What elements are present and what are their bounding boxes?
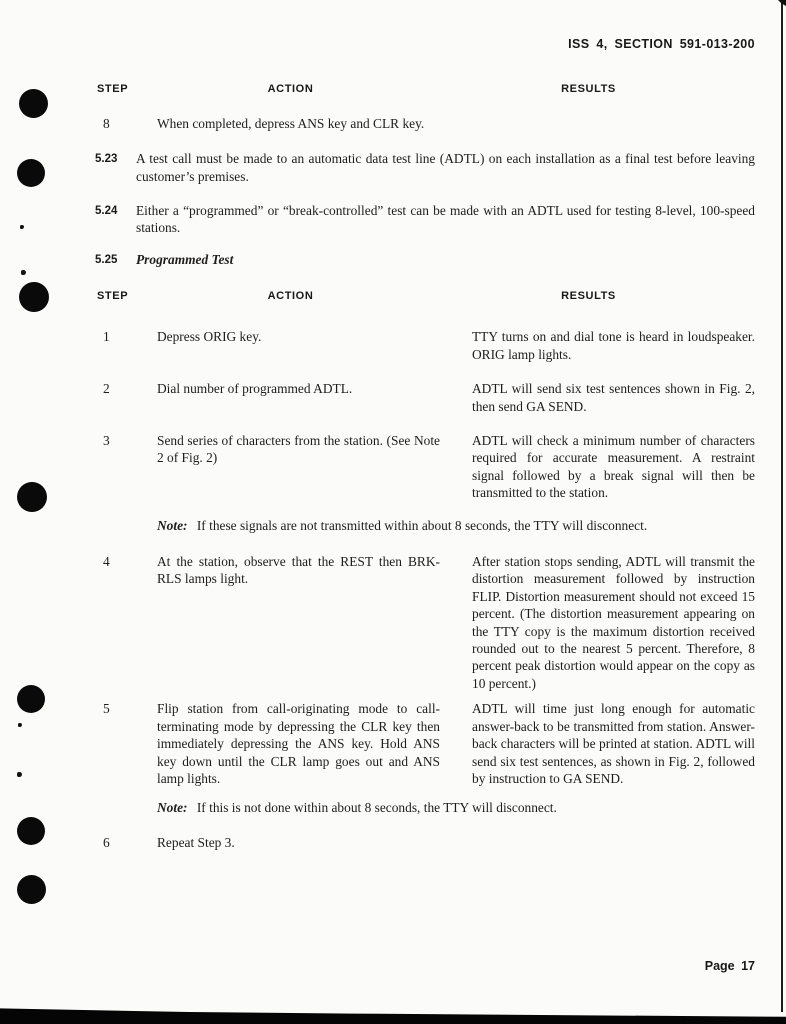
punch-hole-mark bbox=[19, 89, 48, 118]
table-row bbox=[95, 328, 755, 363]
scan-right-edge-line bbox=[781, 0, 783, 1012]
action-cell: Depress ORIG key. bbox=[157, 329, 262, 345]
action-cell: Send series of characters from the station. (See Note 2 of Fig. 2) bbox=[157, 433, 440, 466]
punch-hole-mark bbox=[19, 282, 49, 312]
results-cell: ADTL will time just long enough for automatic answer-back to be transmitted from station. Answer-back characters will be printed at station. ADTL will send six test sentences, as shown in Fig. 2, followed by instruction to GA SEND. bbox=[472, 701, 755, 786]
punch-hole-mark bbox=[17, 875, 46, 904]
procedure-table bbox=[95, 328, 755, 851]
table-row bbox=[95, 432, 755, 502]
punch-hole-mark bbox=[17, 482, 47, 512]
document-id-header: ISS 4, SECTION 591-013-200 bbox=[568, 37, 755, 51]
table-row bbox=[95, 834, 755, 851]
step-number: 5 bbox=[103, 701, 110, 717]
column-header-step: STEP bbox=[97, 83, 129, 95]
carryover-table bbox=[95, 115, 755, 132]
column-header-action: ACTION bbox=[267, 290, 314, 303]
scan-speck bbox=[21, 270, 26, 275]
step-number: 1 bbox=[103, 329, 110, 345]
action-cell: When completed, depress ANS key and CLR key. bbox=[157, 116, 425, 131]
table-row bbox=[95, 380, 755, 415]
results-cell bbox=[472, 834, 755, 851]
table-header-row bbox=[95, 290, 755, 302]
step-number: 3 bbox=[103, 433, 110, 448]
action-cell: Dial number of programmed ADTL. bbox=[157, 381, 353, 397]
column-header-results: RESULTS bbox=[561, 290, 616, 303]
scan-speck bbox=[18, 723, 22, 727]
results-cell: TTY turns on and dial tone is heard in loudspeaker. ORIG lamp lights. bbox=[472, 329, 755, 362]
note-text: If this is not done within about 8 seconds, the TTY will disconnect. bbox=[193, 800, 557, 816]
results-cell bbox=[472, 115, 755, 132]
section-paragraph bbox=[95, 202, 755, 237]
section-text: A test call must be made to an automatic data test line (ADTL) on each installation as a final test before leaving customer’s premises. bbox=[136, 151, 755, 184]
column-header-step: STEP bbox=[97, 290, 129, 303]
table-row bbox=[95, 700, 755, 787]
action-cell: Repeat Step 3. bbox=[157, 834, 235, 850]
step-number: 4 bbox=[103, 554, 110, 570]
punch-hole-mark bbox=[17, 159, 45, 187]
note-row bbox=[157, 799, 755, 816]
section-number: 5.23 bbox=[95, 153, 118, 166]
punch-hole-mark bbox=[17, 685, 45, 713]
step-number: 6 bbox=[103, 834, 110, 850]
table-row bbox=[95, 115, 755, 132]
section-number: 5.25 bbox=[95, 253, 118, 266]
section-paragraphs bbox=[95, 150, 755, 269]
note-row bbox=[157, 517, 755, 534]
table-row bbox=[95, 553, 755, 692]
section-text: Either a “programmed” or “break-controlled” test can be made with an ADTL used for testing 8-level, 100-speed stations. bbox=[136, 202, 755, 236]
step-number: 8 bbox=[103, 116, 110, 131]
page-number: Page 17 bbox=[704, 959, 755, 973]
step-number: 2 bbox=[103, 381, 110, 397]
note-label: Note: bbox=[157, 517, 188, 533]
scan-bottom-edge bbox=[0, 1004, 786, 1024]
punch-hole-mark bbox=[17, 817, 45, 845]
results-cell: ADTL will check a minimum number of characters required for accurate measurement. A restraint signal followed by a break signal will then be transmitted to the station. bbox=[472, 433, 755, 501]
scan-speck bbox=[20, 225, 24, 229]
action-cell: At the station, observe that the REST then BRK-RLS lamps light. bbox=[157, 554, 440, 587]
section-text: Programmed Test bbox=[136, 251, 234, 267]
scan-speck bbox=[17, 772, 22, 777]
note-label: Note: bbox=[157, 800, 188, 816]
results-cell: ADTL will send six test sentences shown in Fig. 2, then send GA SEND. bbox=[472, 381, 755, 414]
note-text: If these signals are not transmitted within about 8 seconds, the TTY will disconnect. bbox=[193, 517, 648, 533]
section-paragraph bbox=[95, 150, 755, 185]
action-cell: Flip station from call-originating mode to call-terminating mode by depressing the CLR key then immediately depressing the ANS key. Hold ANS key down until the CLR lamp goes out and ANS lamp lights. bbox=[157, 701, 440, 786]
section-number: 5.24 bbox=[95, 204, 118, 217]
table-header-row bbox=[95, 83, 755, 95]
column-header-results: RESULTS bbox=[561, 83, 616, 95]
column-header-action: ACTION bbox=[267, 83, 314, 95]
results-cell: After station stops sending, ADTL will transmit the distortion measurement followed by instruction FLIP. Distortion measurement should not exceed 15 percent. (The distortion measurement appearing on the TTY copy is the maximum distortion received rounded out to the nearest 5 percent. Therefore, 8 percent peak distortion would appear on the copy as 10 percent.) bbox=[472, 554, 755, 691]
section-paragraph bbox=[95, 251, 755, 270]
